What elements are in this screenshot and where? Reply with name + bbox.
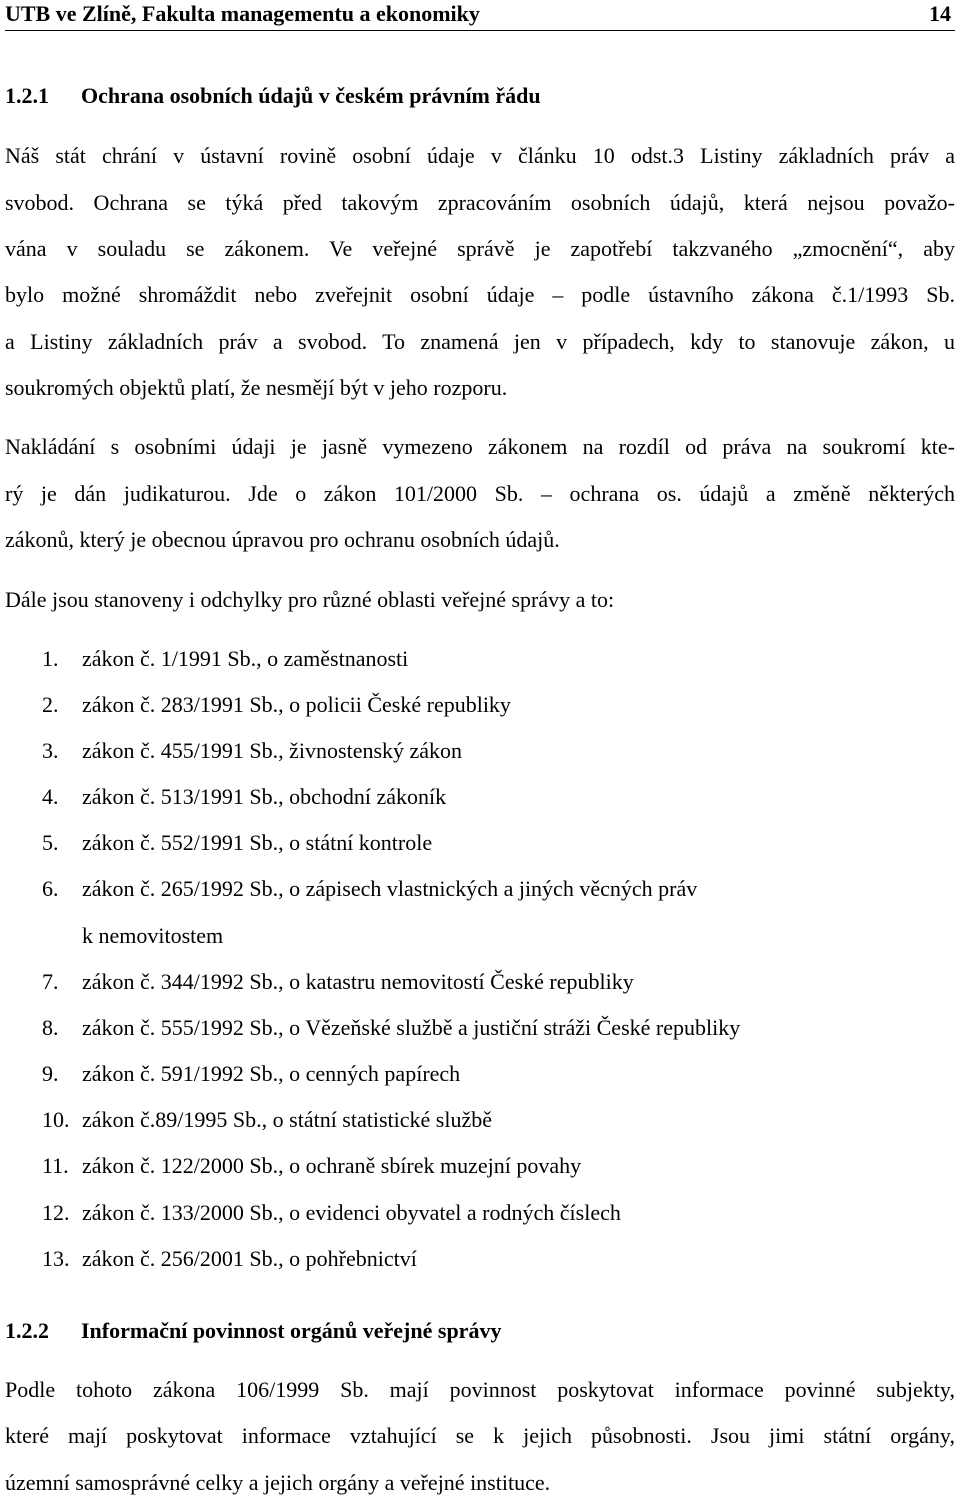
section-number: 1.2.2 — [5, 1318, 49, 1343]
list-number: 9. — [42, 1061, 59, 1086]
section-heading-1-2-2 — [5, 1318, 501, 1344]
list-number: 5. — [42, 830, 59, 855]
section-title: Ochrana osobních údajů v českém právním řádu — [81, 83, 541, 108]
paragraph-line: územní samosprávné celky a jejich orgány a veřejné instituce. — [5, 1470, 551, 1495]
list-number: 1. — [42, 646, 59, 671]
paragraph-line: bylo možné shromáždit nebo zveřejnit osobní údaje – podle ústavního zákona č.1/1993 Sb. — [5, 282, 955, 307]
list-number: 10. — [42, 1107, 70, 1132]
page-number: 14 — [929, 1, 951, 26]
paragraph-line: zákonů, který je obecnou úpravou pro ochranu osobních údajů. — [5, 527, 560, 552]
list-text: zákon č. 455/1991 Sb., živnostenský zákon — [82, 738, 463, 763]
paragraph-line: které mají poskytovat informace vztahující se k jejich působnosti. Jsou jimi státní orgány, — [5, 1423, 955, 1448]
list-number: 3. — [42, 738, 59, 763]
page-header — [5, 0, 955, 31]
list-number: 4. — [42, 784, 59, 809]
paragraph-line: soukromých objektů platí, že nesmějí být v jeho rozporu. — [5, 375, 508, 400]
paragraph-line: Podle tohoto zákona 106/1999 Sb. mají povinnost poskytovat informace povinné subjekty, — [5, 1377, 955, 1402]
section-title: Informační povinnost orgánů veřejné správy — [81, 1318, 502, 1343]
list-text: zákon č. 1/1991 Sb., o zaměstnanosti — [82, 646, 409, 671]
paragraph-line: Náš stát chrání v ústavní rovině osobní údaje v článku 10 odst.3 Listiny základních práv a — [5, 143, 955, 168]
paragraph-3: Dále jsou stanoveny i odchylky pro různé oblasti veřejné správy a to: — [5, 587, 615, 612]
paragraph-line: Nakládání s osobními údaji je jasně vymezeno zákonem na rozdíl od práva na soukromí kte- — [5, 434, 955, 459]
list-text: zákon č. 591/1992 Sb., o cenných papírech — [82, 1061, 461, 1086]
section-heading-1-2-1 — [5, 83, 541, 109]
list-text: k nemovitostem — [82, 923, 224, 948]
list-number: 12. — [42, 1200, 70, 1225]
list-text: zákon č. 344/1992 Sb., o katastru nemovitostí České republiky — [82, 969, 634, 994]
list-text: zákon č. 552/1991 Sb., o státní kontrole — [82, 830, 433, 855]
paragraph-line: a Listiny základních práv a svobod. To znamená jen v případech, kdy to stanovuje zákon, u — [5, 329, 955, 354]
list-text: zákon č.89/1995 Sb., o státní statistické službě — [82, 1107, 492, 1132]
list-text: zákon č. 265/1992 Sb., o zápisech vlastnických a jiných věcných práv — [82, 876, 698, 901]
list-number: 13. — [42, 1246, 70, 1271]
header-title: UTB ve Zlíně, Fakulta managementu a ekonomiky — [5, 1, 480, 26]
list-text: zákon č. 513/1991 Sb., obchodní zákoník — [82, 784, 447, 809]
list-text: zákon č. 133/2000 Sb., o evidenci obyvatel a rodných číslech — [82, 1200, 621, 1225]
list-text: zákon č. 122/2000 Sb., o ochraně sbírek muzejní povahy — [82, 1153, 582, 1178]
paragraph-line: svobod. Ochrana se týká před takovým zpracováním osobních údajů, která nejsou považo- — [5, 190, 955, 215]
list-text: zákon č. 283/1991 Sb., o policii České republiky — [82, 692, 511, 717]
list-text: zákon č. 555/1992 Sb., o Vězeňské službě a justiční stráži České republiky — [82, 1015, 741, 1040]
list-number: 11. — [42, 1153, 69, 1178]
list-text: zákon č. 256/2001 Sb., o pohřebnictví — [82, 1246, 417, 1271]
list-number: 8. — [42, 1015, 59, 1040]
section-number: 1.2.1 — [5, 83, 49, 108]
list-number: 6. — [42, 876, 59, 901]
paragraph-line: vána v souladu se zákonem. Ve veřejné správě je zapotřebí takzvaného „zmocnění“, aby — [5, 236, 955, 261]
list-number: 2. — [42, 692, 59, 717]
list-number: 7. — [42, 969, 59, 994]
paragraph-line: rý je dán judikaturou. Jde o zákon 101/2000 Sb. – ochrana os. údajů a změně některých — [5, 481, 955, 506]
